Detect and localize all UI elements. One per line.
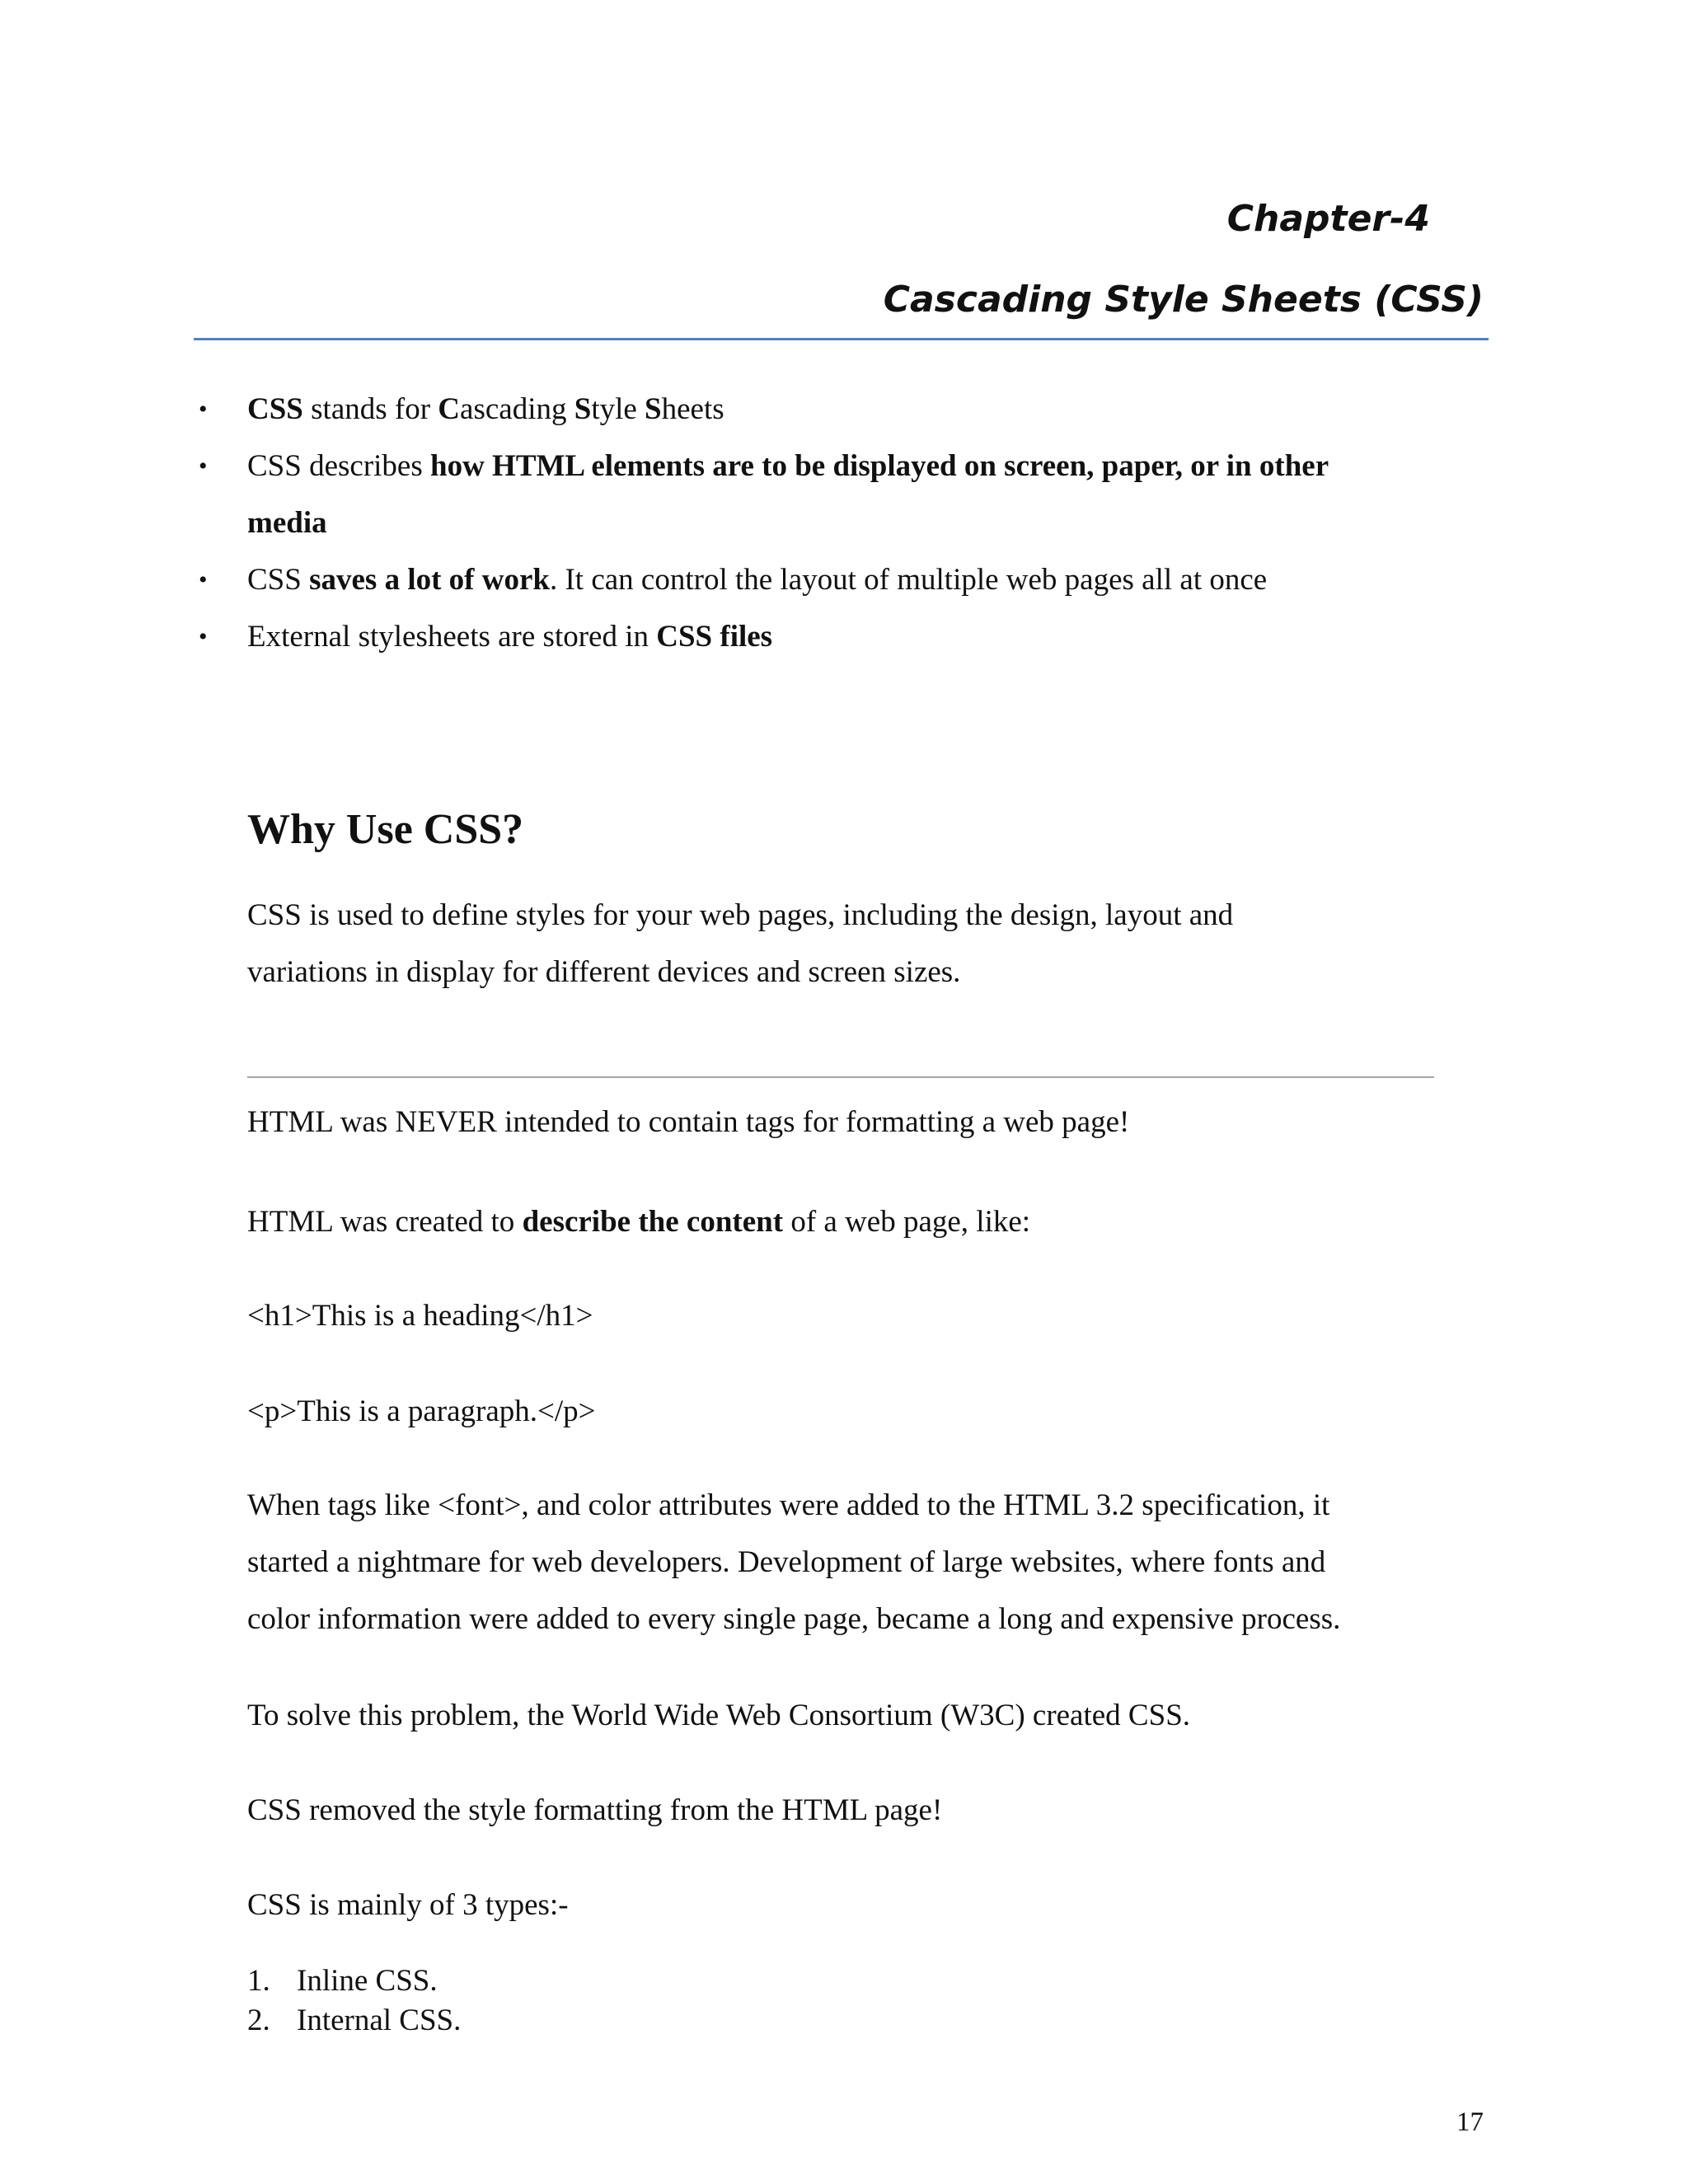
intro-paragraph	[247, 887, 1233, 1001]
text: stands for	[302, 392, 438, 426]
bullet-icon: •	[199, 452, 208, 480]
bullet-icon: •	[199, 623, 208, 650]
paragraph: CSS is mainly of 3 types:-	[247, 1888, 569, 1922]
list-item	[0, 551, 1434, 608]
text: of a web page, like:	[783, 1205, 1031, 1239]
text-bold: CSS files	[656, 620, 773, 654]
bullet-icon: •	[199, 396, 208, 423]
list-number: 2.	[247, 2004, 270, 2037]
section-heading: Why Use CSS?	[247, 806, 524, 853]
list-label: Inline CSS.	[297, 1964, 438, 1998]
text-bold: how HTML elements are to be displayed on screen, paper, or in other	[430, 449, 1329, 483]
paragraph	[247, 1193, 1030, 1250]
text: ascading	[460, 392, 574, 426]
line	[247, 438, 1434, 494]
line: started a nightmare for web developers. Development of large websites, where fonts and	[247, 1545, 1326, 1579]
list-label: Internal CSS.	[297, 2004, 462, 2037]
text: heets	[661, 392, 724, 426]
text: tyle	[591, 392, 645, 426]
list-item	[0, 608, 1434, 665]
bullet-icon: •	[199, 566, 208, 593]
line: CSS is used to define styles for your web pages, including the design, layout and	[247, 898, 1234, 932]
intro-bullet-list	[0, 381, 1434, 665]
chapter-title: Cascading Style Sheets (CSS)	[883, 279, 1484, 321]
text-bold: S	[574, 392, 592, 426]
code-example-paragraph: <p>This is a paragraph.</p>	[247, 1394, 596, 1428]
line: variations in display for different devices and screen sizes.	[247, 955, 961, 989]
list-number: 1.	[247, 1964, 270, 1998]
text: External stylesheets are stored in	[247, 620, 657, 654]
text: CSS describes	[247, 449, 430, 483]
css-types-list	[247, 1961, 461, 2041]
chapter-number: Chapter-4	[1226, 198, 1430, 240]
page-number: 17	[1456, 2107, 1484, 2137]
line	[247, 494, 1434, 551]
paragraph	[247, 1477, 1340, 1647]
paragraph: To solve this problem, the World Wide Web Consortium (W3C) created CSS.	[247, 1699, 1191, 1732]
list-item	[247, 1961, 461, 2001]
paragraph: HTML was NEVER intended to contain tags for formatting a web page!	[247, 1105, 1130, 1139]
text-bold: describe the content	[522, 1205, 784, 1239]
line: color information were added to every single page, became a long and expensive process.	[247, 1602, 1341, 1636]
line: When tags like <font>, and color attributes were added to the HTML 3.2 specification, it	[247, 1488, 1330, 1522]
text: . It can control the layout of multiple web pages all at once	[549, 563, 1268, 597]
text-bold: media	[247, 506, 327, 540]
text: CSS	[247, 563, 310, 597]
header-divider	[194, 338, 1489, 340]
section-divider	[247, 1076, 1434, 1078]
text-bold: C	[438, 392, 461, 426]
list-item	[0, 438, 1434, 551]
text-bold: saves a lot of work	[309, 563, 550, 597]
text-bold: CSS	[247, 392, 303, 426]
list-item	[247, 2001, 461, 2041]
text-bold: S	[645, 392, 662, 426]
list-item	[0, 381, 1434, 438]
paragraph: CSS removed the style formatting from the HTML page!	[247, 1793, 943, 1827]
code-example-heading: <h1>This is a heading</h1>	[247, 1299, 593, 1333]
text: HTML was created to	[247, 1205, 523, 1239]
